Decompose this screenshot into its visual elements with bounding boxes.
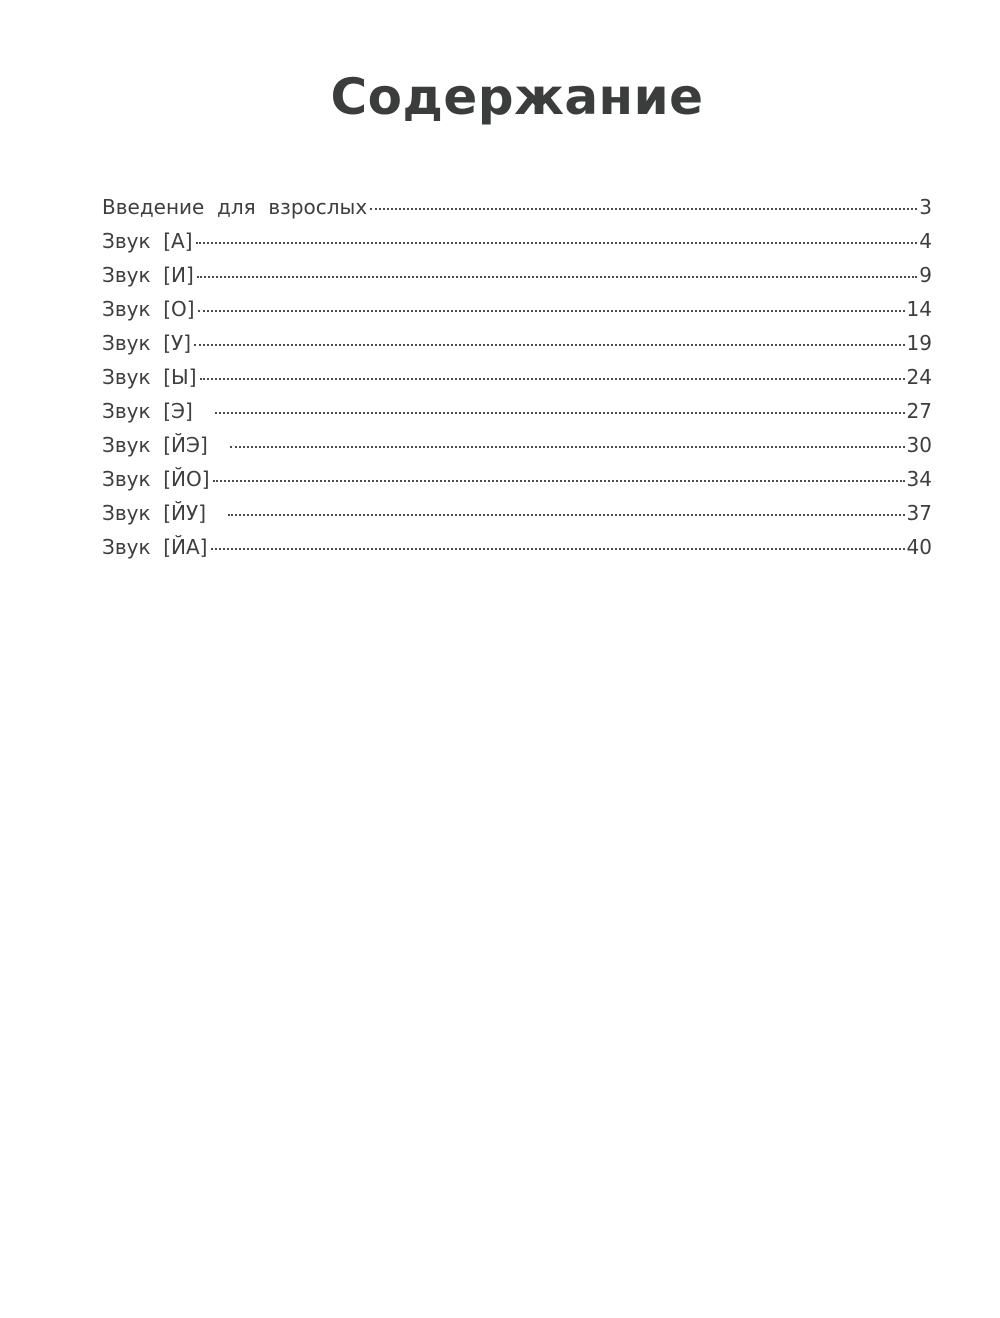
toc-entry-page-number: 27 [906, 399, 932, 423]
toc-entry-label: Звук [ЙА] [102, 535, 208, 559]
toc-entry-page-number: 34 [906, 467, 932, 491]
dot-leader [228, 514, 904, 516]
toc-entry-page-number: 14 [906, 297, 932, 321]
dot-leader [196, 242, 918, 244]
toc-entry-label: Звук [И] [102, 263, 194, 287]
toc-entry-sound-ye[interactable] [102, 433, 932, 467]
toc-entry-page-number: 3 [919, 195, 932, 219]
toc-entry-page-number: 4 [919, 229, 932, 253]
toc-entry-label: Звук [ЙО] [102, 467, 210, 491]
toc-entry-label: Звук [Ы] [102, 365, 197, 389]
toc-entry-page-number: 37 [906, 501, 932, 525]
dot-leader [215, 412, 905, 414]
toc-entry-sound-yo[interactable] [102, 467, 932, 501]
toc-entry-label: Звук [Э] [102, 399, 212, 423]
dot-leader [230, 446, 905, 448]
dot-leader [211, 548, 905, 550]
dot-leader [200, 378, 905, 380]
toc-entry-introduction[interactable] [102, 195, 932, 229]
toc-entry-page-number: 19 [906, 331, 932, 355]
toc-entry-page-number: 40 [906, 535, 932, 559]
toc-entry-label: Звук [А] [102, 229, 193, 253]
toc-entry-label: Введение для взрослых [102, 195, 368, 219]
toc-entry-label: Звук [О] [102, 297, 195, 321]
dot-leader [194, 344, 905, 346]
toc-entry-sound-a[interactable] [102, 229, 932, 263]
toc-entry-label: Звук [ЙУ] [102, 501, 226, 525]
toc-entry-label: Звук [У] [102, 331, 192, 355]
toc-entry-page-number: 9 [919, 263, 932, 287]
toc-entry-sound-e[interactable] [102, 399, 932, 433]
dot-leader [370, 208, 917, 210]
toc-entry-sound-o[interactable] [102, 297, 932, 331]
toc-entry-sound-i[interactable] [102, 263, 932, 297]
toc-entry-sound-ya[interactable] [102, 535, 932, 569]
toc-entry-sound-yu[interactable] [102, 501, 932, 535]
toc-entry-page-number: 24 [906, 365, 932, 389]
dot-leader [213, 480, 905, 482]
dot-leader [198, 310, 905, 312]
toc-entry-page-number: 30 [906, 433, 932, 457]
page-title: Содержание [330, 68, 704, 126]
dot-leader [197, 276, 917, 278]
toc-entry-sound-u[interactable] [102, 331, 932, 365]
toc-entry-sound-y[interactable] [102, 365, 932, 399]
toc-entry-label: Звук [ЙЭ] [102, 433, 227, 457]
table-of-contents [102, 195, 932, 569]
